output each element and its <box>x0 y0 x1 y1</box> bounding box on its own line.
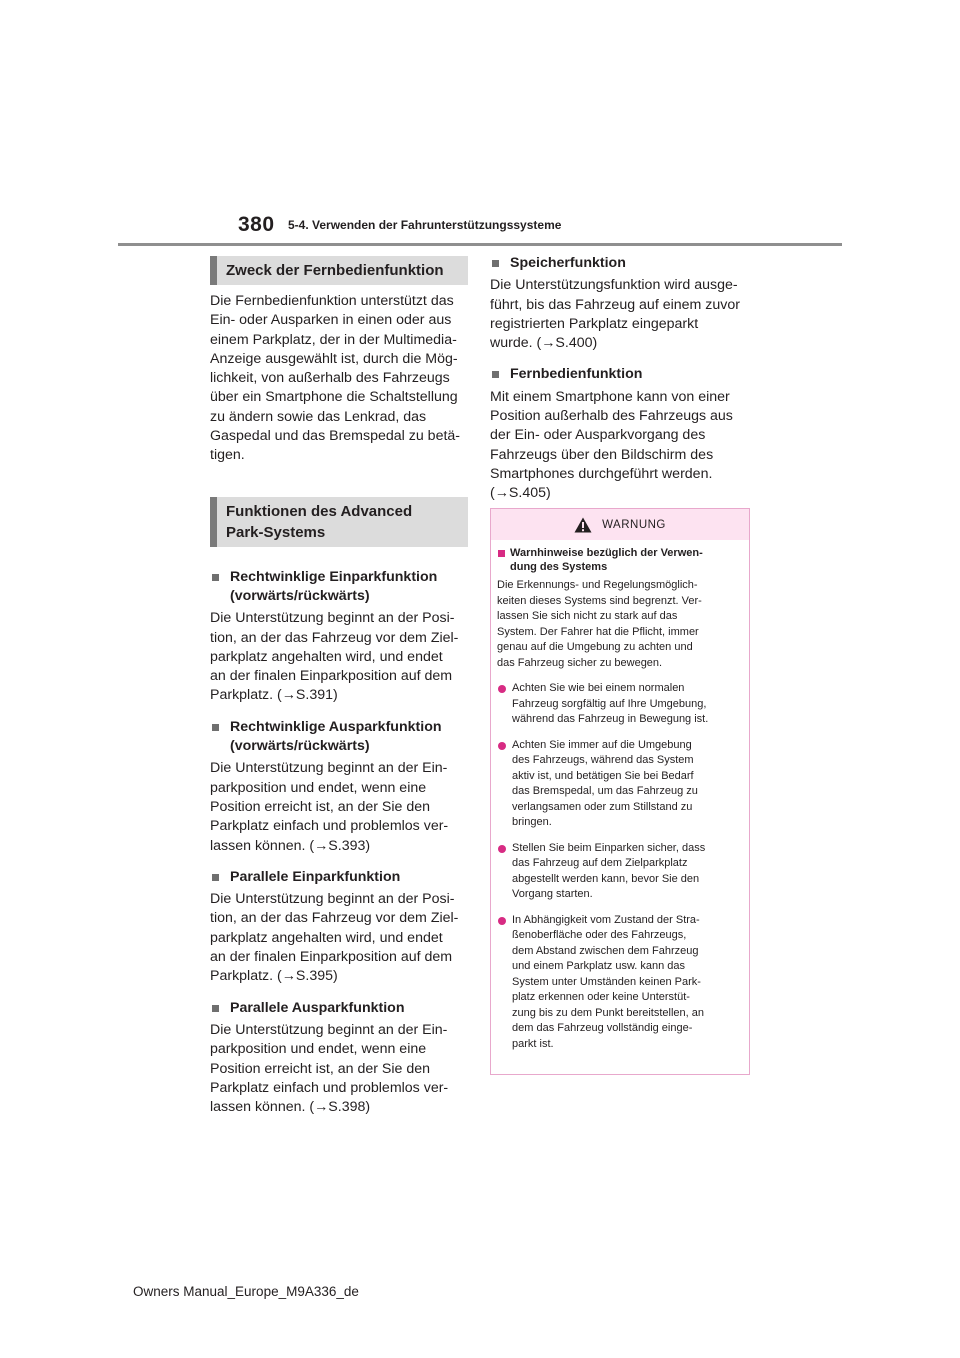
warning-label: WARNUNG <box>602 518 666 531</box>
warning-content <box>491 540 749 1052</box>
function-title: Parallele Einparkfunktion <box>230 868 401 885</box>
warning-list-item <box>497 681 743 728</box>
square-bullet-icon <box>212 874 219 881</box>
warning-item-text: In Abhängigkeit vom Zustand der Stra- ßenoberfläche oder des Fahrzeugs, dem Abstand zwischen dem Fahrzeug und einem Parkplatz usw. kann das System unter Umständen keinen Park- platz erkennen oder keine Unterstüt- zung bis zu dem Punkt bereitstellen, an dem das Fahrzeug vollständig einge- parkt ist. <box>512 913 705 1050</box>
function-title: Speicherfunktion <box>510 255 626 271</box>
function-title: Rechtwinklige Einparkfunktion (vorwärts/rückwärts) <box>230 568 438 604</box>
intro-paragraph: Die Fernbedienfunktion unterstützt das Ein- oder Ausparken in einen oder aus einem Parkplatz, der in der Multimedia- Anzeige ausgewählt ist, durch die Mög- lichkeit, von außerhalb des Fahrzeugs über ein Smartphone die Schaltstellung zu ändern sowie das Lenkrad, das Gaspedal und das Bremspedal zu betä- tigen. <box>210 293 461 464</box>
heading-remote-purpose: Zweck der Fernbedienfunktion <box>210 256 468 285</box>
warning-intro: Die Erkennungs- und Regelungsmöglich- keiten dieses Systems sind begrenzt. Ver- lassen Sie sich nicht zu stark auf das System. Der Fahrer hat die Pflicht, immer genau auf die Umgebung zu achten und das Fahrzeug sicher zu bewegen. <box>497 579 702 669</box>
warning-item-text: Achten Sie wie bei einem normalen Fahrzeug sorgfältig auf Ihre Umgebung, während das Fahrzeug in Bewegung ist. <box>512 682 709 725</box>
left-column <box>210 256 468 1117</box>
footer-manual-id: Owners Manual_Europe_M9A336_de <box>133 1284 359 1299</box>
function-heading-remote <box>490 365 752 384</box>
warning-list-item <box>497 913 743 1053</box>
heading-advanced-park-functions: Funktionen des Advanced Park-Systems <box>210 497 468 547</box>
warning-subheading-text: Warnhinweise bezüglich der Verwen- dung des Systems <box>510 547 703 573</box>
warning-box <box>490 508 750 1075</box>
function-heading-perpendicular-exit <box>210 718 468 757</box>
warning-list-item <box>497 841 743 903</box>
function-description: Die Unterstützung beginnt an der Ein- parkposition und endet, wenn eine Position erreicht ist, an der Sie den Parkplatz einfach und problemlos ver- lassen können. (→S.393) <box>210 760 449 854</box>
square-bullet-icon <box>498 550 505 557</box>
section-title: 5-4. Verwenden der Fahrunterstützungssysteme <box>288 218 562 232</box>
round-bullet-icon <box>498 742 506 750</box>
round-bullet-icon <box>498 845 506 853</box>
header-divider <box>118 243 842 246</box>
warning-header <box>491 509 749 540</box>
page-number: 380 <box>238 213 275 236</box>
square-bullet-icon <box>212 724 219 731</box>
square-bullet-icon <box>492 260 499 267</box>
function-description: Die Unterstützung beginnt an der Posi- tion, an der das Fahrzeug vor dem Ziel- parkplatz angehalten wird, und endet an der finalen Einparkposition auf dem Parkplatz. (→S.395) <box>210 891 459 985</box>
function-heading-parallel-exit <box>210 999 468 1018</box>
function-description: Die Unterstützung beginnt an der Ein- parkposition und endet, wenn eine Position erreicht ist, an der Sie den Parkplatz einfach und problemlos ver- lassen können. (→S.398) <box>210 1021 449 1116</box>
function-title: Fernbedienfunktion <box>510 366 643 383</box>
function-heading-memory <box>490 254 752 273</box>
function-description: Mit einem Smartphone kann von einer Position außerhalb des Fahrzeugs aus der Ein- oder Ausparkvorgang des Fahrzeugs über den Bildschirm des Smartphones durchgeführt werden. (→S.405) <box>490 388 733 502</box>
function-title: Rechtwinklige Ausparkfunktion (vorwärts/rückwärts) <box>230 718 442 755</box>
function-description: Die Unterstützungsfunktion wird ausge- führt, bis das Fahrzeug auf einem zuvor registrierten Parkplatz eingeparkt wurde. (→S.400) <box>490 277 740 352</box>
square-bullet-icon <box>212 574 219 581</box>
function-description: Die Unterstützung beginnt an der Posi- tion, an der das Fahrzeug vor dem Ziel- parkplatz angehalten wird, und endet an der finalen Einparkposition auf dem Parkplatz. (→S.391) <box>210 610 459 704</box>
warning-item-text: Stellen Sie beim Einparken sicher, dass das Fahrzeug auf dem Zielparkplatz abgestellt werden kann, bevor Sie den Vorgang starten. <box>512 841 706 900</box>
function-heading-perpendicular-parking <box>210 568 468 607</box>
warning-item-text: Achten Sie immer auf die Umgebung des Fahrzeugs, während das System aktiv ist, und betätigen Sie bei Bedarf das Bremspedal, um das Fahrzeug zu verlangsamen oder zum Stillstand zu bringen. <box>512 738 698 828</box>
warning-list-item <box>497 738 743 831</box>
round-bullet-icon <box>498 685 506 693</box>
right-column <box>490 254 752 504</box>
function-title: Parallele Ausparkfunktion <box>230 999 405 1016</box>
function-heading-parallel-parking <box>210 868 468 887</box>
warning-triangle-icon <box>574 517 592 533</box>
round-bullet-icon <box>498 917 506 925</box>
warning-subheading <box>497 547 743 574</box>
square-bullet-icon <box>492 371 499 378</box>
square-bullet-icon <box>212 1005 219 1012</box>
